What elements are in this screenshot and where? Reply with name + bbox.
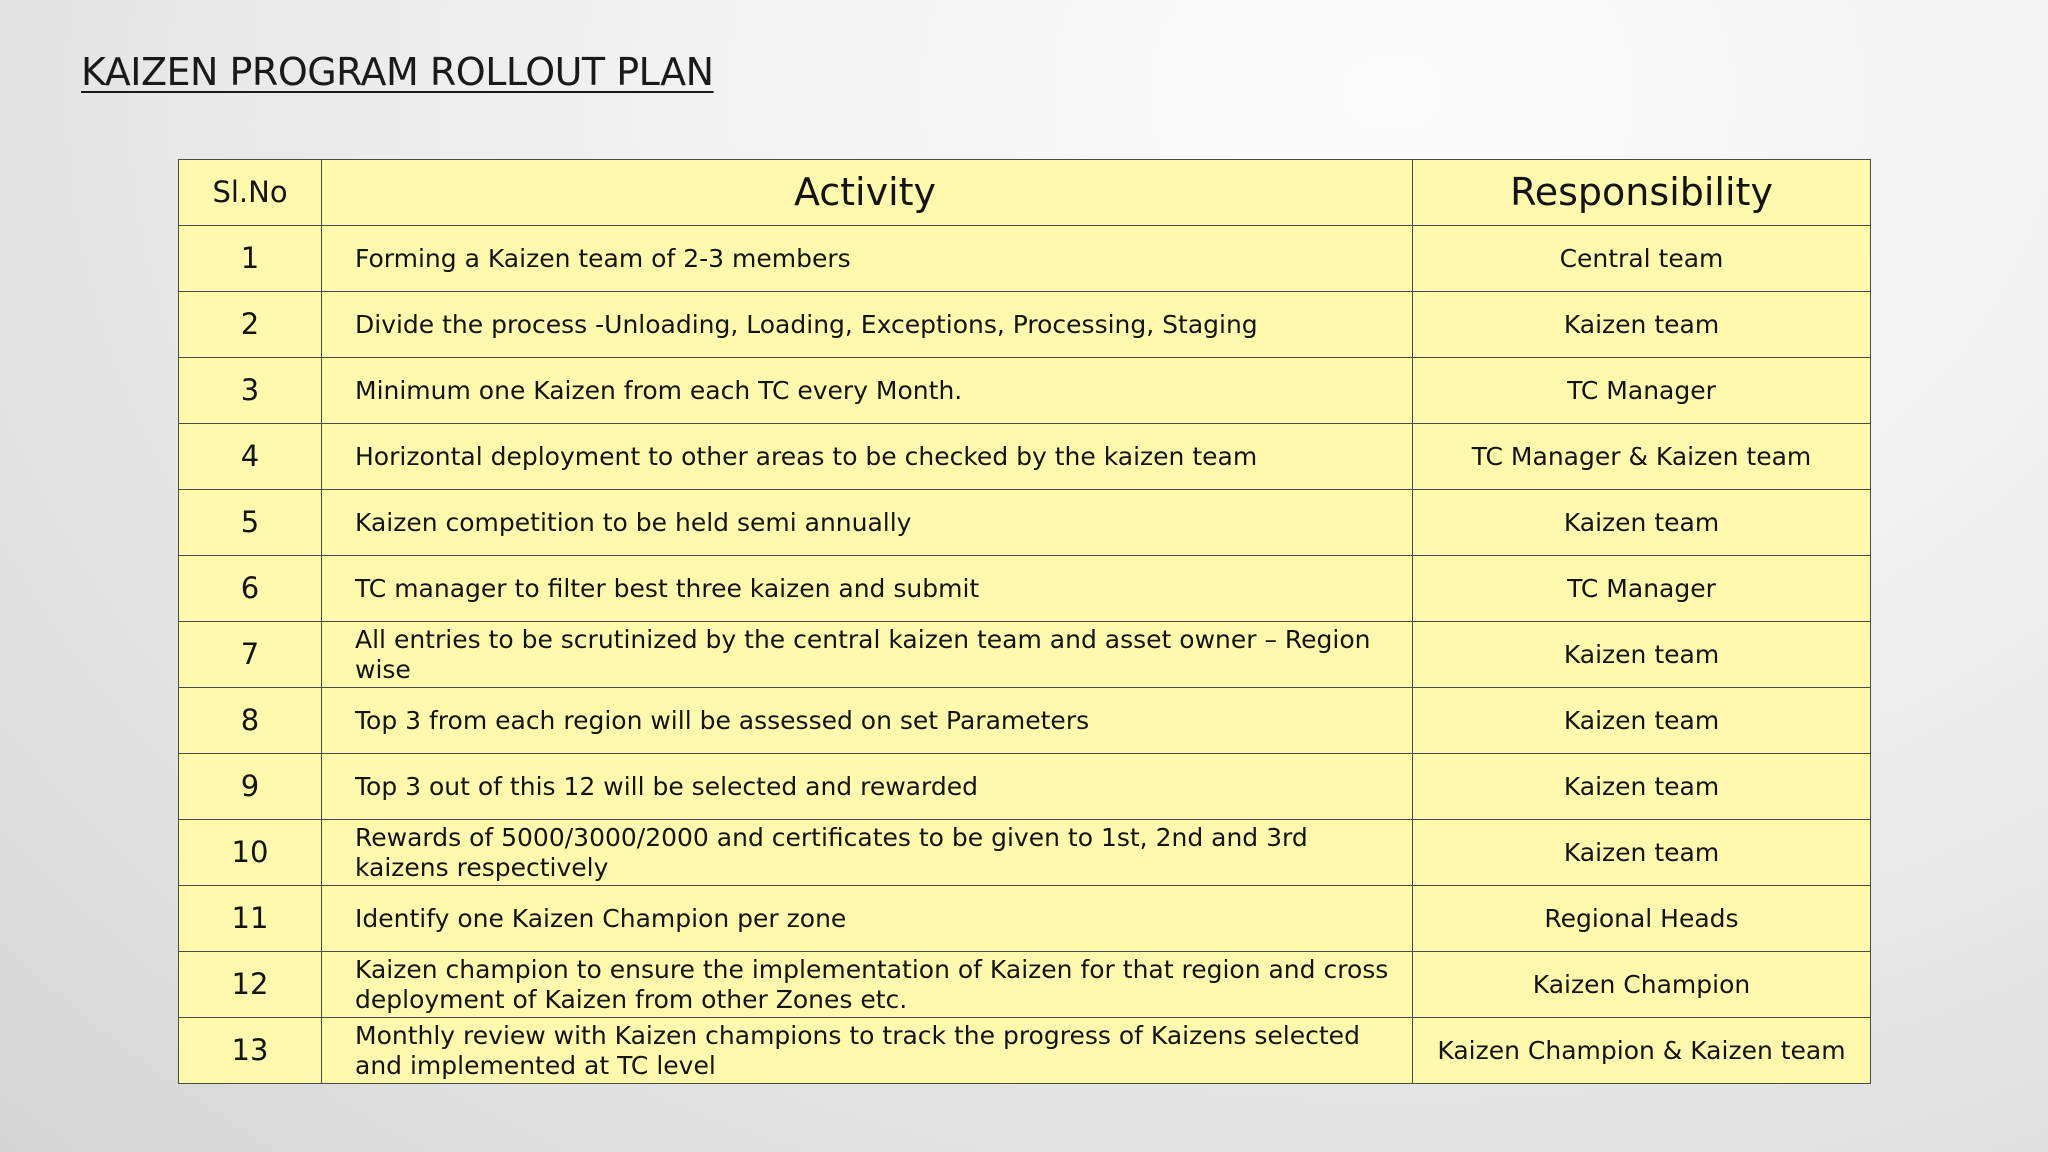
row-activity: Monthly review with Kaizen champions to track the progress of Kaizens selected and implemented at TC level [322,1018,1413,1084]
row-activity: All entries to be scrutinized by the central kaizen team and asset owner – Region wise [322,622,1413,688]
row-responsibility: Kaizen Champion & Kaizen team [1413,1018,1871,1084]
row-number: 4 [179,424,322,490]
row-number: 8 [179,688,322,754]
row-activity: Forming a Kaizen team of 2-3 members [322,226,1413,292]
row-responsibility: Kaizen team [1413,754,1871,820]
row-responsibility: Central team [1413,226,1871,292]
page-title: KAIZEN PROGRAM ROLLOUT PLAN [81,50,714,94]
table-row [179,292,1871,358]
row-activity: TC manager to filter best three kaizen and submit [322,556,1413,622]
row-activity: Rewards of 5000/3000/2000 and certificates to be given to 1st, 2nd and 3rd kaizens respectively [322,820,1413,886]
table-row [179,886,1871,952]
table-row [179,1018,1871,1084]
row-responsibility: Kaizen Champion [1413,952,1871,1018]
row-responsibility: Kaizen team [1413,292,1871,358]
header-responsibility: Responsibility [1413,160,1871,226]
row-number: 5 [179,490,322,556]
row-responsibility: Kaizen team [1413,688,1871,754]
row-number: 2 [179,292,322,358]
row-activity: Top 3 out of this 12 will be selected and rewarded [322,754,1413,820]
row-number: 11 [179,886,322,952]
row-activity: Kaizen competition to be held semi annually [322,490,1413,556]
row-responsibility: TC Manager & Kaizen team [1413,424,1871,490]
row-activity: Minimum one Kaizen from each TC every Month. [322,358,1413,424]
row-activity: Identify one Kaizen Champion per zone [322,886,1413,952]
table-row [179,226,1871,292]
table-row [179,424,1871,490]
row-activity: Top 3 from each region will be assessed on set Parameters [322,688,1413,754]
row-responsibility: TC Manager [1413,358,1871,424]
row-activity: Horizontal deployment to other areas to be checked by the kaizen team [322,424,1413,490]
table-row [179,688,1871,754]
row-number: 3 [179,358,322,424]
table-header-row [179,160,1871,226]
row-number: 6 [179,556,322,622]
table-row [179,622,1871,688]
row-activity: Kaizen champion to ensure the implementation of Kaizen for that region and cross deployment of Kaizen from other Zones etc. [322,952,1413,1018]
row-responsibility: Kaizen team [1413,490,1871,556]
row-responsibility: Kaizen team [1413,622,1871,688]
table-row [179,820,1871,886]
table-row [179,490,1871,556]
row-responsibility: TC Manager [1413,556,1871,622]
row-number: 12 [179,952,322,1018]
row-responsibility: Kaizen team [1413,820,1871,886]
table-row [179,952,1871,1018]
row-number: 7 [179,622,322,688]
row-responsibility: Regional Heads [1413,886,1871,952]
row-number: 10 [179,820,322,886]
row-activity: Divide the process -Unloading, Loading, Exceptions, Processing, Staging [322,292,1413,358]
header-activity: Activity [322,160,1413,226]
row-number: 13 [179,1018,322,1084]
row-number: 9 [179,754,322,820]
header-sl-no: Sl.No [179,160,322,226]
row-number: 1 [179,226,322,292]
table-row [179,754,1871,820]
table-row [179,556,1871,622]
table-row [179,358,1871,424]
rollout-plan-table [178,159,1871,1084]
